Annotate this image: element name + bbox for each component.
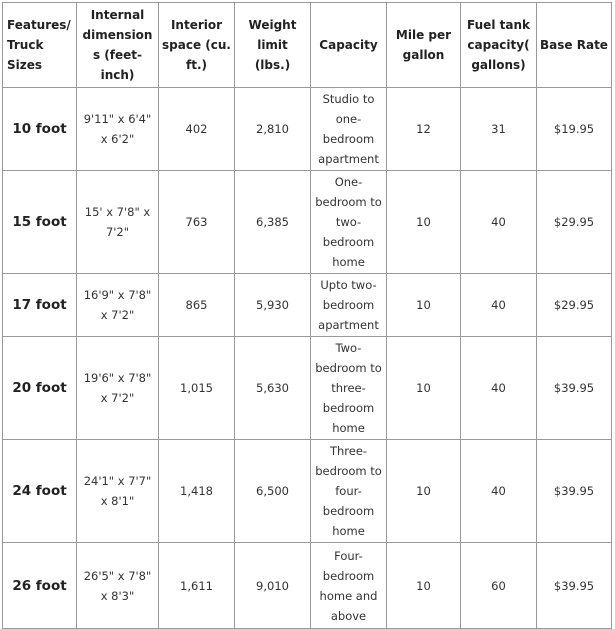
capacity-cell: Upto two-bedroom apartment (311, 274, 387, 337)
weight-limit-cell: 9,010 (235, 543, 311, 629)
mpg-cell: 10 (387, 543, 461, 629)
table-row (3, 337, 612, 440)
header-interior-space: Interior space (cu. ft.) (159, 3, 235, 88)
fuel-tank-cell: 60 (461, 543, 537, 629)
mpg-cell: 12 (387, 88, 461, 171)
header-mile-per-gallon: Mile per gallon (387, 3, 461, 88)
weight-limit-cell: 6,500 (235, 440, 311, 543)
weight-limit-cell: 5,630 (235, 337, 311, 440)
header-capacity: Capacity (311, 3, 387, 88)
base-rate-cell: $29.95 (537, 171, 612, 274)
table-row (3, 440, 612, 543)
truck-size-cell: 15 foot (3, 171, 77, 274)
fuel-tank-cell: 40 (461, 337, 537, 440)
truck-size-cell: 10 foot (3, 88, 77, 171)
mpg-cell: 10 (387, 440, 461, 543)
base-rate-cell: $39.95 (537, 440, 612, 543)
table-row (3, 171, 612, 274)
base-rate-cell: $39.95 (537, 337, 612, 440)
weight-limit-cell: 5,930 (235, 274, 311, 337)
truck-size-cell: 20 foot (3, 337, 77, 440)
truck-comparison-table (2, 2, 612, 629)
table-row (3, 543, 612, 629)
fuel-tank-cell: 40 (461, 440, 537, 543)
dimensions-cell: 26'5" x 7'8" x 8'3" (77, 543, 159, 629)
dimensions-cell: 24'1" x 7'7" x 8'1" (77, 440, 159, 543)
table-row (3, 88, 612, 171)
base-rate-cell: $19.95 (537, 88, 612, 171)
capacity-cell: Three-bedroom to four-bedroom home (311, 440, 387, 543)
fuel-tank-cell: 40 (461, 274, 537, 337)
truck-size-cell: 26 foot (3, 543, 77, 629)
capacity-cell: Studio to one-bedroom apartment (311, 88, 387, 171)
header-features-truck-sizes: Features/ Truck Sizes (3, 3, 77, 88)
mpg-cell: 10 (387, 274, 461, 337)
table-row (3, 274, 612, 337)
dimensions-cell: 15' x 7'8" x 7'2" (77, 171, 159, 274)
dimensions-cell: 19'6" x 7'8" x 7'2" (77, 337, 159, 440)
mpg-cell: 10 (387, 337, 461, 440)
dimensions-cell: 9'11" x 6'4" x 6'2" (77, 88, 159, 171)
interior-space-cell: 1,015 (159, 337, 235, 440)
truck-size-cell: 24 foot (3, 440, 77, 543)
interior-space-cell: 402 (159, 88, 235, 171)
interior-space-cell: 763 (159, 171, 235, 274)
interior-space-cell: 865 (159, 274, 235, 337)
capacity-cell: Four-bedroom home and above (311, 543, 387, 629)
mpg-cell: 10 (387, 171, 461, 274)
header-fuel-tank-capacity: Fuel tank capacity(gallons) (461, 3, 537, 88)
base-rate-cell: $29.95 (537, 274, 612, 337)
header-weight-limit: Weight limit (lbs.) (235, 3, 311, 88)
header-base-rate: Base Rate (537, 3, 612, 88)
header-row (3, 3, 612, 88)
weight-limit-cell: 6,385 (235, 171, 311, 274)
interior-space-cell: 1,418 (159, 440, 235, 543)
weight-limit-cell: 2,810 (235, 88, 311, 171)
truck-size-cell: 17 foot (3, 274, 77, 337)
interior-space-cell: 1,611 (159, 543, 235, 629)
capacity-cell: Two-bedroom to three-bedroom home (311, 337, 387, 440)
header-internal-dimensions: Internal dimensions (feet-inch) (77, 3, 159, 88)
dimensions-cell: 16'9" x 7'8" x 7'2" (77, 274, 159, 337)
capacity-cell: One-bedroom to two-bedroom home (311, 171, 387, 274)
fuel-tank-cell: 40 (461, 171, 537, 274)
base-rate-cell: $39.95 (537, 543, 612, 629)
fuel-tank-cell: 31 (461, 88, 537, 171)
